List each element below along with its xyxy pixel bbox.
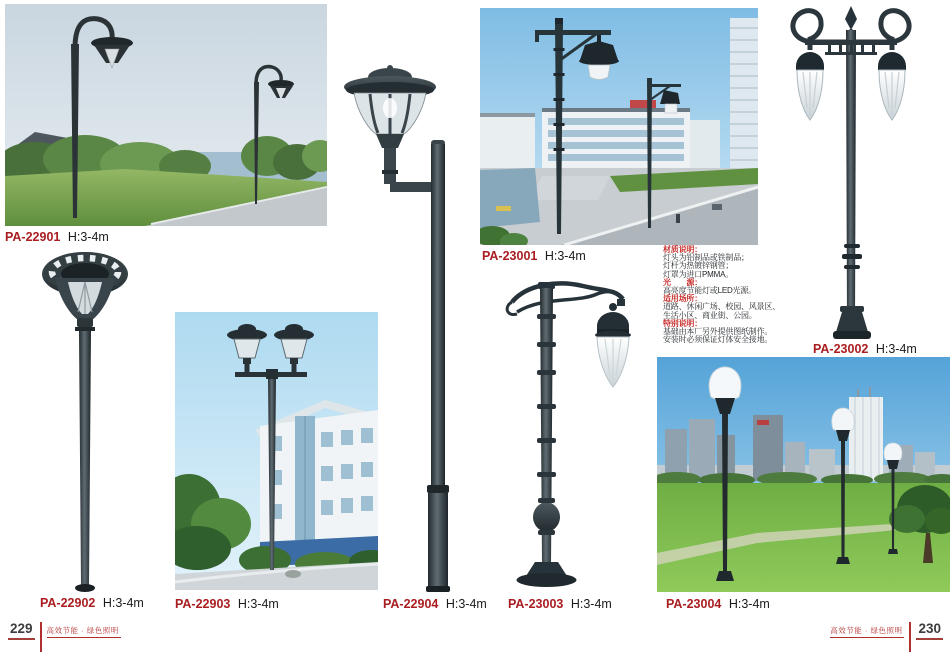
- product-label-pa23002: [813, 342, 917, 356]
- spec-line: 基础由本厂另外提供图纸制作。: [663, 327, 773, 337]
- striped-tower: [730, 18, 758, 176]
- product-label-pa22904: [383, 597, 487, 611]
- base-cap: [426, 586, 450, 592]
- product-photo-pa23004: [657, 357, 950, 592]
- footer-right: [830, 622, 943, 652]
- product-code: PA-22901: [5, 230, 61, 244]
- spec-line: 道路、休闲广场、校园、风景区、: [663, 302, 780, 312]
- car: [712, 204, 722, 210]
- footer-divider: [40, 622, 42, 652]
- lamp-base: [833, 306, 871, 339]
- boat: [496, 206, 511, 211]
- product-size: H:3-4m: [875, 342, 917, 356]
- footer-slogan-right: 高效节能 · 绿色照明: [830, 622, 904, 638]
- spec-line: 生活小区、商业街、公园。: [663, 310, 757, 320]
- footer-slogan-left: 高效节能 · 绿色照明: [47, 622, 121, 638]
- product-label-pa22901: [5, 230, 109, 244]
- stairs: [530, 176, 610, 200]
- pedestrian: [676, 214, 680, 223]
- product-code: PA-22904: [383, 597, 439, 611]
- spec-light-title: 光 源：: [663, 277, 702, 287]
- product-code: PA-22903: [175, 597, 231, 611]
- product-photo-pa23001: [480, 8, 758, 245]
- spec-line: 安装时必须保证灯体安全接地。: [663, 335, 773, 345]
- spec-usage-title: 适用场所：: [663, 294, 702, 304]
- product-label-pa22902: [40, 596, 144, 610]
- spec-line: 灯罩为进口PMMA。: [663, 269, 733, 279]
- product-size: H:3-4m: [728, 597, 770, 611]
- lamp-neck: [75, 318, 95, 331]
- product-code: PA-23004: [666, 597, 722, 611]
- lamp-arm: [382, 148, 435, 192]
- wave-arm: [507, 282, 625, 315]
- product-render-pa23002: [780, 4, 950, 349]
- product-code: PA-23002: [813, 342, 869, 356]
- product-photo-pa22901: [5, 4, 327, 226]
- product-render-pa22904: [340, 60, 465, 599]
- spec-line: 灯头为铝制品或铁制品；: [663, 253, 749, 263]
- lamp-pole: [431, 144, 445, 485]
- cone-pendant: [595, 303, 631, 387]
- product-size: H:3-4m: [544, 249, 586, 263]
- product-size: H:3-4m: [67, 230, 109, 244]
- curl-arm-right: [856, 11, 909, 50]
- pole-base-section: [428, 493, 448, 588]
- product-label-pa22903: [175, 597, 279, 611]
- spec-material-title: 材质说明：: [663, 245, 702, 254]
- rock: [285, 570, 301, 578]
- pendant-left: [796, 52, 824, 120]
- spec-note: [663, 246, 787, 344]
- lamp-base: [75, 584, 95, 592]
- pole-collar: [427, 485, 449, 493]
- product-label-pa23004: [666, 597, 770, 611]
- product-size: H:3-4m: [570, 597, 612, 611]
- canal-water: [480, 168, 540, 228]
- spec-special-title: 特别说明：: [663, 318, 702, 328]
- product-label-pa23003: [508, 597, 612, 611]
- lamp-pole: [79, 331, 91, 586]
- pole-rings: [842, 244, 862, 269]
- pendant-right: [878, 52, 906, 120]
- product-label-pa23001: [482, 249, 586, 263]
- curl-arm-left: [793, 11, 846, 50]
- page-number-left: 229: [8, 622, 35, 640]
- product-code: PA-23001: [482, 249, 538, 263]
- pole-vase: [533, 498, 560, 535]
- lamp-head: [42, 252, 128, 320]
- page-number-right: 230: [916, 622, 943, 640]
- lamp-pole: [846, 30, 856, 324]
- product-render-pa22902: [38, 248, 138, 599]
- footer-left: [8, 622, 121, 652]
- product-code: PA-22902: [40, 596, 96, 610]
- product-render-pa23003: [497, 272, 662, 599]
- product-size: H:3-4m: [445, 597, 487, 611]
- product-size: H:3-4m: [237, 597, 279, 611]
- footer-divider: [909, 622, 911, 652]
- spec-line: 灯杆为热镀锌钢管；: [663, 261, 734, 271]
- spec-line: 高亮度节能灯或LED光源。: [663, 286, 756, 296]
- lamp-base: [517, 562, 577, 587]
- product-code: PA-23003: [508, 597, 564, 611]
- product-size: H:3-4m: [102, 596, 144, 610]
- lamp-head: [344, 65, 436, 148]
